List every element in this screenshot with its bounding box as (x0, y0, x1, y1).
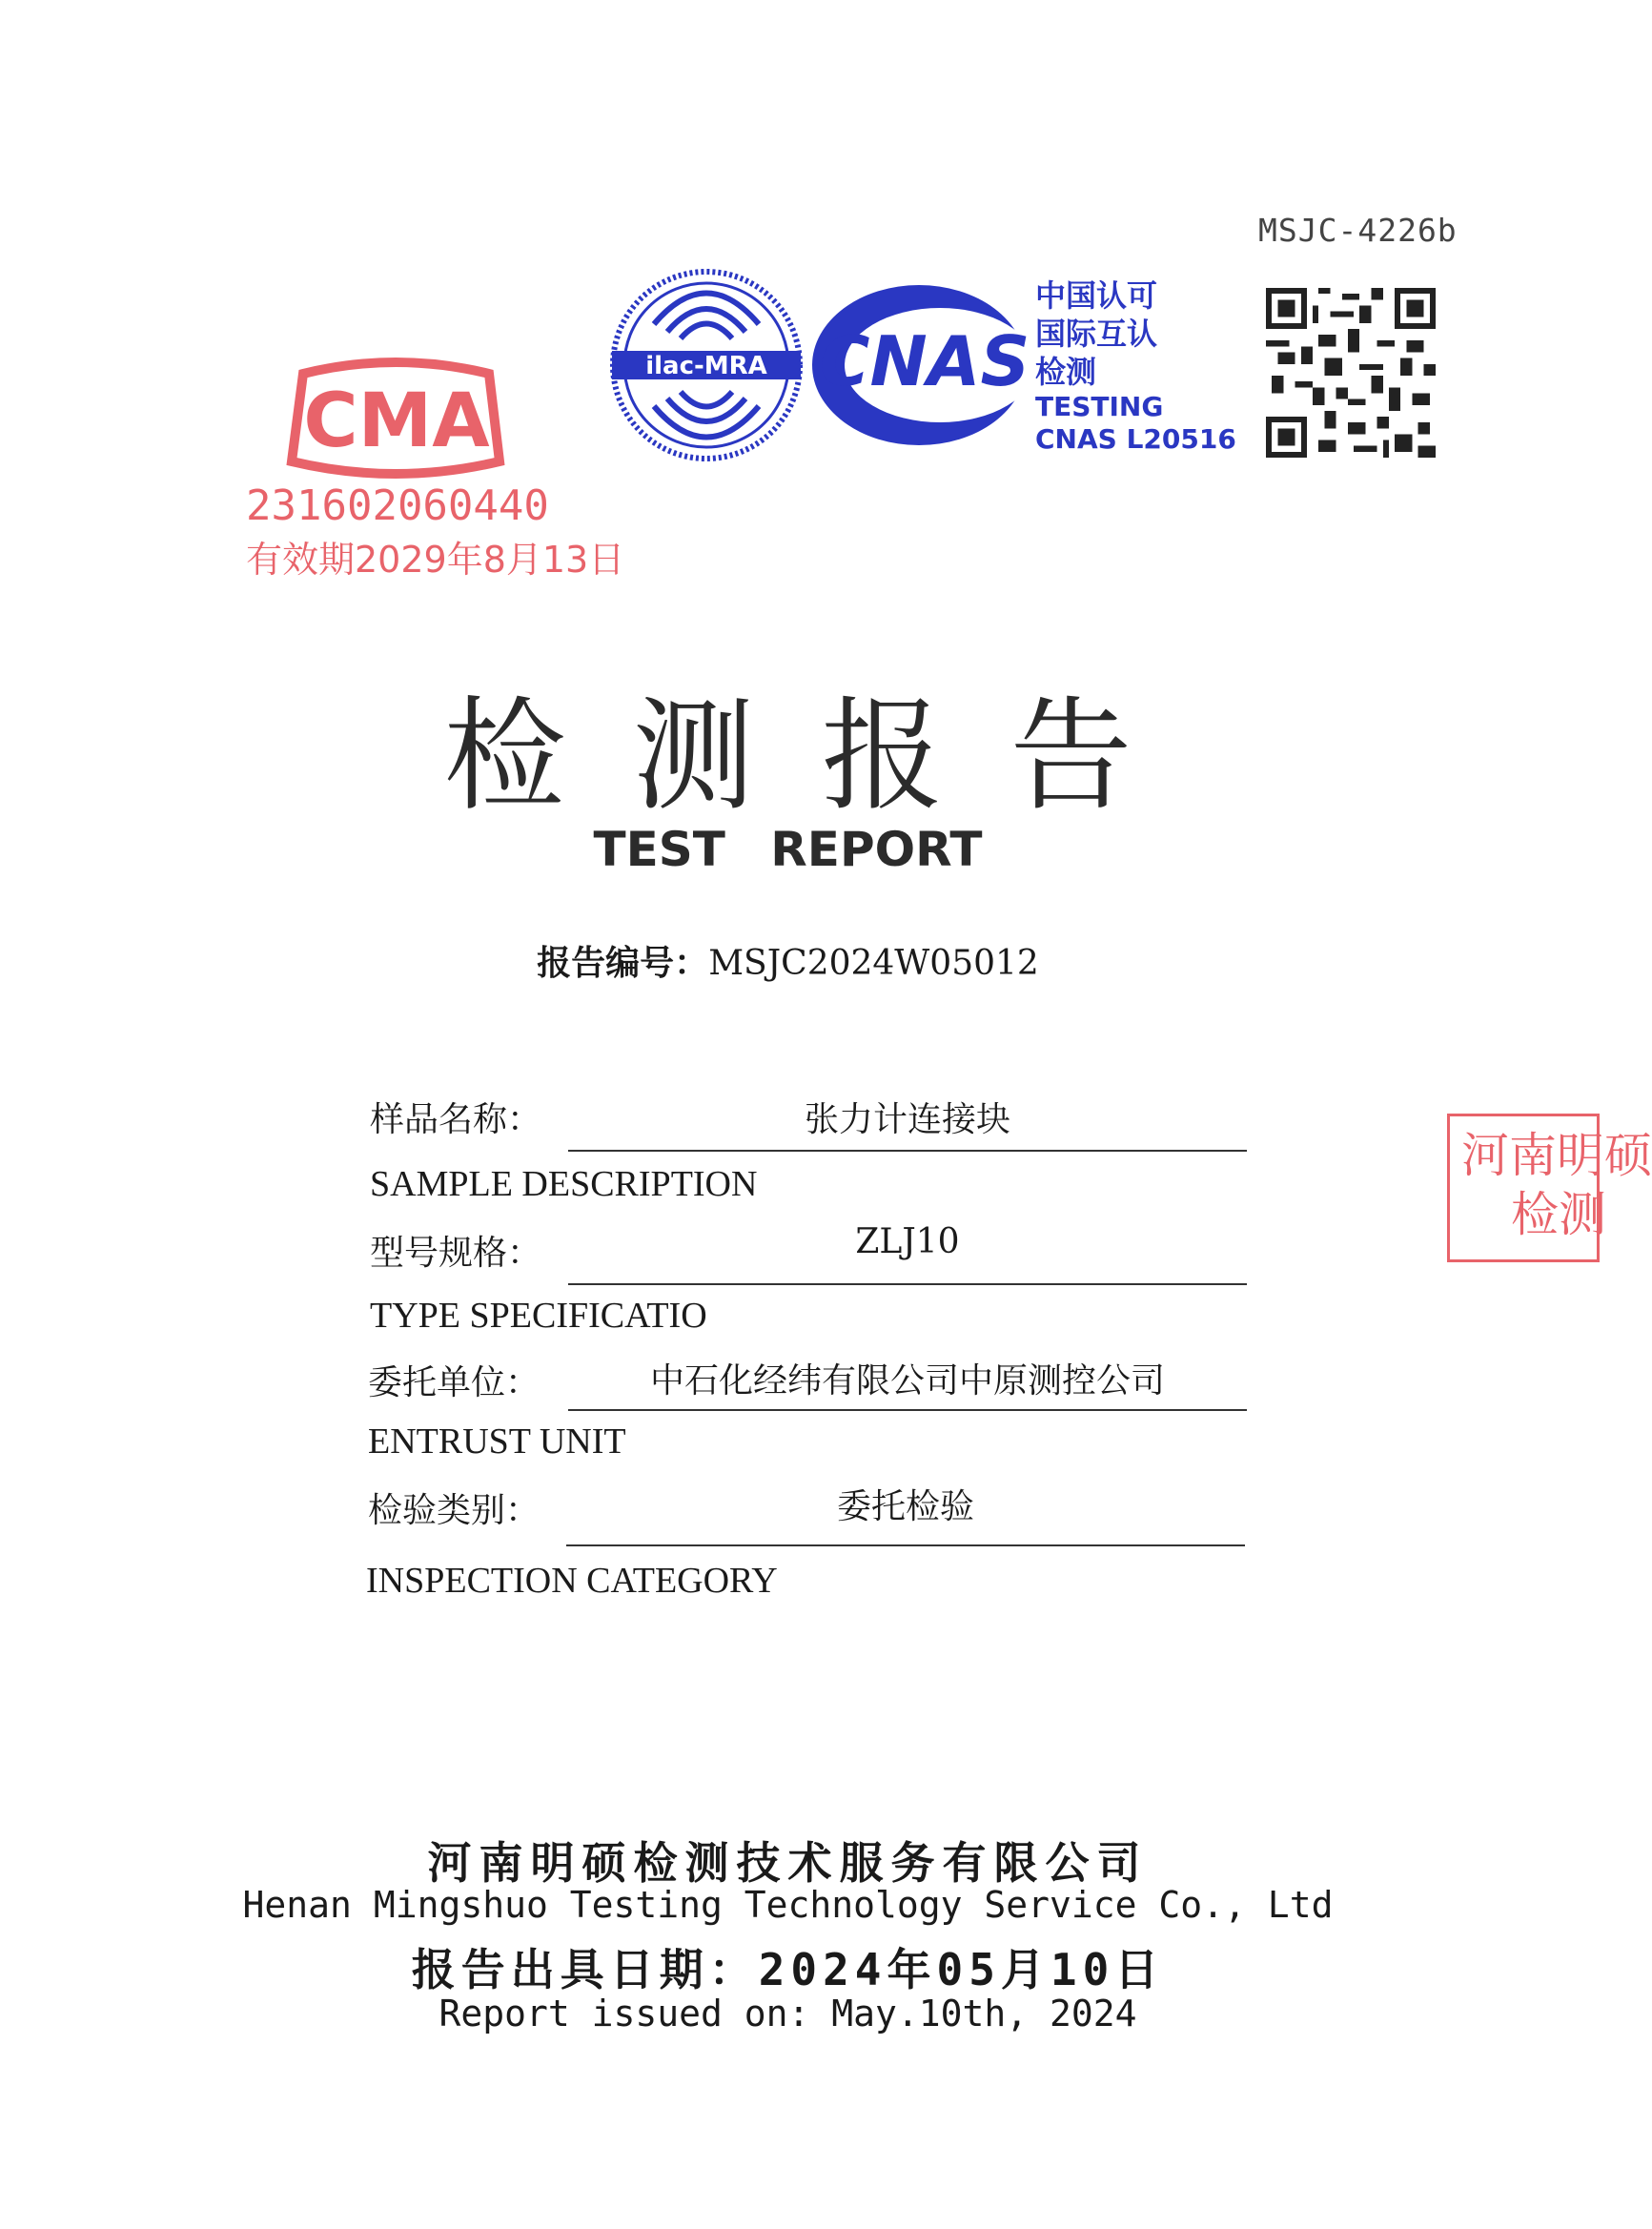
entrust-unit-value: 中石化经纬有限公司中原测控公司 (649, 1361, 1165, 1401)
sample-name-label-cn: 样品名称： (370, 1100, 542, 1139)
report-number (0, 936, 1576, 985)
entrust-unit-label-cn: 委托单位： (368, 1363, 540, 1402)
ilac-mra-logo (608, 267, 805, 463)
cnas-line-3: 检测 (1035, 354, 1097, 390)
report-number-label: 报告编号： (537, 944, 709, 983)
document-code: MSJC-4226b (1258, 212, 1458, 249)
entrust-unit-label-en: ENTRUST UNIT (368, 1421, 626, 1462)
cma-logo (275, 355, 518, 481)
cnas-line-2: 国际互认 (1035, 316, 1158, 352)
cnas-accreditation-text (1035, 276, 1236, 456)
report-number-value: MSJC2024W05012 (708, 944, 1039, 983)
ilac-mra-text: ilac-MRA (645, 352, 767, 380)
cnas-logo-text: CNAS (819, 321, 1030, 401)
cma-logo-text: CMA (303, 378, 490, 464)
cnas-line-1: 中国认可 (1035, 277, 1158, 314)
report-title-en: TEST REPORT (593, 822, 983, 877)
cma-number: 231602060440 (246, 481, 549, 530)
cnas-line-4: TESTING (1035, 391, 1164, 422)
company-seal-partial (1447, 1114, 1652, 1262)
report-title-cn: 检测报告 (443, 685, 1199, 828)
issue-date-cn: 报告出具日期：2024年05月10日 (411, 1944, 1165, 1995)
entrust-unit-underline (568, 1409, 1247, 1411)
cnas-logo (806, 280, 1035, 450)
seal-line-1: 河南明硕 (1461, 1128, 1652, 1183)
inspection-category-underline (566, 1544, 1245, 1546)
inspection-category-label-en: INSPECTION CATEGORY (366, 1561, 778, 1601)
company-name-en: Henan Mingshuo Testing Technology Service Co., Ltd (242, 1884, 1334, 1926)
inspection-category-value: 委托检验 (836, 1487, 974, 1526)
seal-line-2: 检测 (1511, 1187, 1606, 1242)
type-spec-label-cn: 型号规格： (370, 1234, 542, 1273)
type-spec-underline (568, 1283, 1247, 1285)
sample-name-value: 张力计连接块 (804, 1100, 1010, 1139)
type-spec-value: ZLJ10 (855, 1222, 960, 1261)
inspection-category-label-cn: 检验类别： (368, 1491, 540, 1530)
type-spec-label-en: TYPE SPECIFICATIO (370, 1296, 707, 1336)
company-name-cn: 河南明硕检测技术服务有限公司 (427, 1837, 1149, 1889)
sample-name-label-en: SAMPLE DESCRIPTION (370, 1164, 758, 1204)
qr-code (1266, 288, 1436, 458)
cma-validity: 有效期2029年8月13日 (246, 539, 625, 581)
cnas-line-5: CNAS L20516 (1035, 423, 1236, 455)
issue-date-en: Report issued on: May.10th, 2024 (438, 1993, 1137, 2035)
sample-name-underline (568, 1150, 1247, 1152)
